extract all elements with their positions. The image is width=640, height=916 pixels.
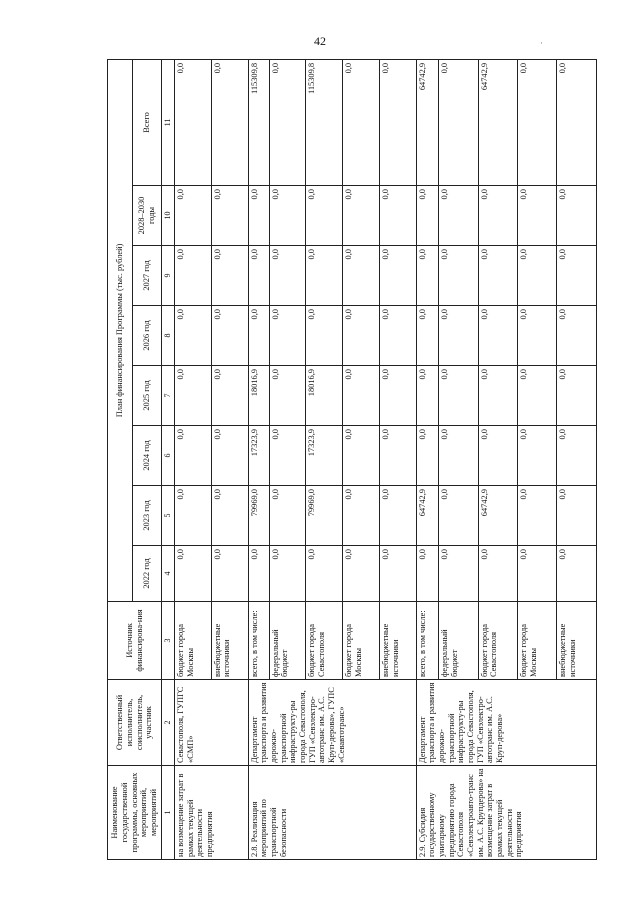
value-cell: 0,0: [175, 246, 212, 306]
column-number: 11: [162, 59, 175, 185]
value-cell: 0,0: [211, 366, 248, 426]
value-cell: 0,0: [379, 546, 416, 602]
value-cell: 0,0: [248, 546, 269, 602]
header-total: Всего: [133, 59, 162, 185]
header-year: 2023 год: [133, 486, 162, 546]
value-cell: 0,0: [175, 186, 212, 246]
column-number: 9: [162, 246, 175, 306]
value-cell: 0,0: [248, 306, 269, 366]
value-cell: 0,0: [557, 486, 597, 546]
value-cell: 0,0: [175, 546, 212, 602]
value-cell: 0,0: [379, 246, 416, 306]
value-cell: 0,0: [211, 246, 248, 306]
source-cell: бюджет города Москвы: [343, 602, 380, 680]
total-cell: 0,0: [518, 59, 557, 185]
source-cell: всего, в том числе:: [416, 602, 438, 680]
value-cell: 0,0: [343, 306, 380, 366]
header-year: 2028–2030 годы: [133, 186, 162, 246]
value-cell: 0,0: [478, 306, 517, 366]
value-cell: 0,0: [175, 426, 212, 486]
value-cell: 0,0: [439, 486, 478, 546]
column-number: 3: [162, 602, 175, 680]
value-cell: 0,0: [306, 246, 343, 306]
total-cell: 0,0: [343, 59, 380, 185]
value-cell: 0,0: [439, 246, 478, 306]
measure-executor: Департамент транспорта и развития дорожно-транспортной инфраструкту-ры города Севастополя, ГУП «Севэлектро-автотранс им. А.С. Круп-дерова»: [416, 680, 596, 766]
value-cell: 0,0: [439, 366, 478, 426]
value-cell: 0,0: [518, 306, 557, 366]
header-executor: Ответственный исполнитель, соисполнитель, участник: [108, 680, 162, 766]
value-cell: 79969,0: [248, 486, 269, 546]
measure-executor: Департамент транспорта и развития дорожно-транспортной инфраструкту-ры города Севастополя, ГУП «Севэлектро-автотранс им. А.С. Круп-дерова», ГУПС «Севавтотранс»: [248, 680, 416, 766]
value-cell: 0,0: [518, 246, 557, 306]
column-number: 5: [162, 486, 175, 546]
value-cell: 0,0: [269, 546, 306, 602]
total-cell: 64742,9: [478, 59, 517, 185]
value-cell: 0,0: [478, 186, 517, 246]
value-cell: 0,0: [175, 486, 212, 546]
scan-speck: ·: [540, 38, 543, 48]
value-cell: 0,0: [439, 186, 478, 246]
value-cell: 79969,0: [306, 486, 343, 546]
value-cell: 64742,9: [478, 486, 517, 546]
table-row: [175, 59, 212, 859]
value-cell: 0,0: [269, 486, 306, 546]
header-year: 2026 год: [133, 306, 162, 366]
value-cell: 17323,9: [306, 426, 343, 486]
value-cell: 0,0: [379, 186, 416, 246]
value-cell: 17323,9: [248, 426, 269, 486]
value-cell: 0,0: [306, 186, 343, 246]
value-cell: 0,0: [343, 426, 380, 486]
source-cell: внебюджетные источники: [211, 602, 248, 680]
value-cell: 0,0: [416, 546, 438, 602]
table-row: [416, 59, 438, 859]
value-cell: 0,0: [343, 486, 380, 546]
column-number: 2: [162, 680, 175, 766]
value-cell: 0,0: [269, 186, 306, 246]
column-number: 10: [162, 186, 175, 246]
source-cell: бюджет города Москвы: [175, 602, 212, 680]
header-year: 2022 год: [133, 546, 162, 602]
value-cell: 0,0: [518, 186, 557, 246]
total-cell: 0,0: [175, 59, 212, 185]
value-cell: 0,0: [269, 426, 306, 486]
source-cell: бюджет города Севастополя: [478, 602, 517, 680]
value-cell: 0,0: [379, 426, 416, 486]
value-cell: 0,0: [557, 426, 597, 486]
value-cell: 0,0: [518, 546, 557, 602]
value-cell: 0,0: [269, 306, 306, 366]
value-cell: 0,0: [211, 486, 248, 546]
value-cell: 0,0: [416, 186, 438, 246]
source-cell: бюджет города Москвы: [518, 602, 557, 680]
value-cell: 0,0: [518, 366, 557, 426]
value-cell: 0,0: [518, 486, 557, 546]
header-name: Наименование государственной программы, основных мероприятий, мероприятий: [108, 766, 162, 860]
value-cell: 0,0: [439, 306, 478, 366]
value-cell: 0,0: [211, 186, 248, 246]
column-number: 1: [162, 766, 175, 860]
value-cell: 0,0: [557, 366, 597, 426]
value-cell: 0,0: [175, 366, 212, 426]
value-cell: 0,0: [248, 246, 269, 306]
value-cell: 0,0: [478, 366, 517, 426]
total-cell: 0,0: [557, 59, 597, 185]
value-cell: 0,0: [416, 306, 438, 366]
measure-name: 2.9. Субсидия государственному унитарному предприятию города Севастополя «Севэлектроавто-транс им. А.С. Крупдерова» на возмещение затрат в рамках текущей деятельности предприятия: [416, 766, 596, 860]
total-cell: 0,0: [379, 59, 416, 185]
value-cell: 0,0: [478, 246, 517, 306]
column-number: 7: [162, 366, 175, 426]
value-cell: 0,0: [478, 546, 517, 602]
source-cell: федеральный бюджет: [269, 602, 306, 680]
total-cell: 64742,9: [416, 59, 438, 185]
value-cell: 18016,9: [248, 366, 269, 426]
header-plan: План финансирования Программы (тыс. рублей): [108, 59, 133, 601]
value-cell: 18016,9: [306, 366, 343, 426]
column-number: 8: [162, 306, 175, 366]
value-cell: 0,0: [343, 546, 380, 602]
value-cell: 0,0: [416, 366, 438, 426]
measure-executor: Севастополя, ГУПГС «СМП»: [175, 680, 249, 766]
source-cell: внебюджетные источники: [379, 602, 416, 680]
value-cell: 0,0: [248, 186, 269, 246]
page-number: 42: [314, 34, 326, 48]
value-cell: 0,0: [416, 246, 438, 306]
total-cell: 0,0: [439, 59, 478, 185]
source-cell: федеральный бюджет: [439, 602, 478, 680]
value-cell: 0,0: [306, 546, 343, 602]
header-year: 2025 год: [133, 366, 162, 426]
value-cell: 64742,9: [416, 486, 438, 546]
value-cell: 0,0: [343, 366, 380, 426]
header-row-1: [108, 59, 133, 859]
total-cell: 0,0: [211, 59, 248, 185]
header-year: 2027 год: [133, 246, 162, 306]
value-cell: 0,0: [269, 366, 306, 426]
value-cell: 0,0: [343, 186, 380, 246]
value-cell: 0,0: [478, 426, 517, 486]
value-cell: 0,0: [379, 366, 416, 426]
value-cell: 0,0: [557, 186, 597, 246]
value-cell: 0,0: [557, 546, 597, 602]
value-cell: 0,0: [439, 546, 478, 602]
value-cell: 0,0: [211, 546, 248, 602]
value-cell: 0,0: [211, 306, 248, 366]
value-cell: 0,0: [175, 306, 212, 366]
value-cell: 0,0: [269, 246, 306, 306]
rotated-table-container: [107, 60, 597, 860]
column-number: 6: [162, 426, 175, 486]
value-cell: 0,0: [211, 426, 248, 486]
header-year: 2024 год: [133, 426, 162, 486]
total-cell: 115309,8: [306, 59, 343, 185]
column-number: 4: [162, 546, 175, 602]
total-cell: 115309,8: [248, 59, 269, 185]
value-cell: 0,0: [439, 426, 478, 486]
measure-name: 2.8. Реализация мероприятий по транспортной безопасности: [248, 766, 416, 860]
source-cell: внебюджетные источники: [557, 602, 597, 680]
value-cell: 0,0: [557, 246, 597, 306]
header-source: Источник финансирова-ния: [108, 602, 162, 680]
source-cell: всего, в том числе:: [248, 602, 269, 680]
measure-name: на возмещение затрат в рамках текущей деятельности предприятия: [175, 766, 249, 860]
source-cell: бюджет города Севастополя: [306, 602, 343, 680]
value-cell: 0,0: [557, 306, 597, 366]
value-cell: 0,0: [379, 486, 416, 546]
value-cell: 0,0: [343, 246, 380, 306]
value-cell: 0,0: [306, 306, 343, 366]
column-number-row: [162, 59, 175, 859]
value-cell: 0,0: [379, 306, 416, 366]
total-cell: 0,0: [269, 59, 306, 185]
financing-table: [107, 59, 597, 860]
value-cell: 0,0: [518, 426, 557, 486]
value-cell: 0,0: [416, 426, 438, 486]
table-row: [248, 59, 269, 859]
